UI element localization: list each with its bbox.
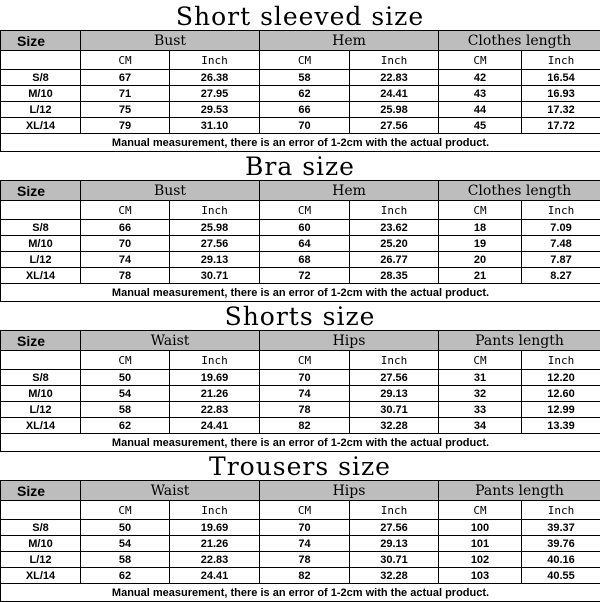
unit-cm-label: CM — [81, 201, 170, 220]
measure-value: 58 — [81, 552, 170, 568]
measure-value: 64 — [260, 236, 350, 252]
unit-cm-label: CM — [81, 51, 170, 70]
size-label: M/10 — [1, 86, 81, 102]
trousers-size-section — [0, 450, 600, 600]
unit-cm-label: CM — [260, 501, 350, 520]
measure-value: 24.41 — [350, 86, 439, 102]
measure-value: 78 — [260, 402, 350, 418]
table-row — [1, 418, 600, 434]
measure-group-header: Hips — [260, 481, 439, 501]
size-label: M/10 — [1, 386, 81, 402]
measure-value: 21.26 — [170, 536, 260, 552]
measure-value: 32.28 — [350, 418, 439, 434]
measure-value: 18 — [439, 220, 522, 236]
measure-value: 50 — [81, 520, 170, 536]
blank-cell — [1, 351, 81, 370]
measure-value: 12.20 — [522, 370, 600, 386]
measure-value: 22.83 — [170, 402, 260, 418]
measure-value: 27.56 — [350, 118, 439, 134]
measure-value: 7.09 — [522, 220, 600, 236]
measure-group-header: Hem — [260, 181, 439, 201]
measure-value: 29.13 — [170, 252, 260, 268]
measure-value: 30.71 — [170, 268, 260, 284]
unit-inch-label: Inch — [170, 51, 260, 70]
measure-value: 29.13 — [350, 386, 439, 402]
measure-value: 27.56 — [170, 236, 260, 252]
unit-inch-label: Inch — [170, 201, 260, 220]
unit-cm-label: CM — [439, 51, 522, 70]
size-label: L/12 — [1, 252, 81, 268]
section-title: Trousers size — [0, 450, 600, 480]
size-label: M/10 — [1, 236, 81, 252]
measure-value: 22.83 — [170, 552, 260, 568]
measure-value: 44 — [439, 102, 522, 118]
measure-group-header: Bust — [81, 181, 260, 201]
measure-value: 82 — [260, 568, 350, 584]
measure-group-header: Pants length — [439, 331, 600, 351]
measure-value: 23.62 — [350, 220, 439, 236]
measure-value: 24.41 — [170, 418, 260, 434]
size-label: XL/14 — [1, 568, 81, 584]
unit-row — [1, 351, 600, 370]
size-label: XL/14 — [1, 118, 81, 134]
measure-value: 75 — [81, 102, 170, 118]
bra-size-section — [0, 150, 600, 300]
measure-value: 74 — [81, 252, 170, 268]
size-column-header: Size — [1, 181, 81, 201]
measurement-note: Manual measurement, there is an error of 1-2cm with the actual product. — [1, 284, 600, 302]
measure-value: 74 — [260, 536, 350, 552]
note-row — [1, 284, 600, 302]
measure-value: 70 — [260, 370, 350, 386]
measure-value: 42 — [439, 70, 522, 86]
measure-group-header: Hem — [260, 31, 439, 51]
measure-value: 33 — [439, 402, 522, 418]
measure-value: 58 — [81, 402, 170, 418]
unit-inch-label: Inch — [522, 351, 600, 370]
measure-value: 67 — [81, 70, 170, 86]
blank-cell — [1, 201, 81, 220]
blank-cell — [1, 501, 81, 520]
measure-value: 54 — [81, 536, 170, 552]
measure-value: 27.56 — [350, 370, 439, 386]
measure-value: 62 — [260, 86, 350, 102]
size-label: S/8 — [1, 520, 81, 536]
note-row — [1, 134, 600, 152]
measure-value: 12.99 — [522, 402, 600, 418]
table-row — [1, 552, 600, 568]
table-row — [1, 118, 600, 134]
measure-value: 25.98 — [350, 102, 439, 118]
measure-value: 19 — [439, 236, 522, 252]
unit-cm-label: CM — [81, 501, 170, 520]
size-label: M/10 — [1, 536, 81, 552]
measure-value: 60 — [260, 220, 350, 236]
section-title: Bra size — [0, 150, 600, 180]
measure-value: 72 — [260, 268, 350, 284]
short-sleeved-size-section — [0, 0, 600, 150]
size-label: L/12 — [1, 102, 81, 118]
unit-cm-label: CM — [260, 51, 350, 70]
measure-value: 19.69 — [170, 520, 260, 536]
measure-value: 21 — [439, 268, 522, 284]
measure-value: 21.26 — [170, 386, 260, 402]
header-row — [1, 31, 600, 51]
table-row — [1, 86, 600, 102]
measure-value: 62 — [81, 568, 170, 584]
section-title: Shorts size — [0, 300, 600, 330]
measure-group-header: Hips — [260, 331, 439, 351]
measure-value: 50 — [81, 370, 170, 386]
unit-inch-label: Inch — [522, 201, 600, 220]
measure-value: 79 — [81, 118, 170, 134]
measure-value: 30.71 — [350, 402, 439, 418]
table-row — [1, 536, 600, 552]
measure-value: 78 — [81, 268, 170, 284]
measure-value: 13.39 — [522, 418, 600, 434]
size-label: S/8 — [1, 370, 81, 386]
table-row — [1, 252, 600, 268]
measure-value: 27.95 — [170, 86, 260, 102]
measure-value: 29.13 — [350, 536, 439, 552]
unit-inch-label: Inch — [350, 501, 439, 520]
measure-value: 19.69 — [170, 370, 260, 386]
size-column-header: Size — [1, 331, 81, 351]
measure-value: 16.93 — [522, 86, 600, 102]
table-row — [1, 236, 600, 252]
table-row — [1, 70, 600, 86]
size-label: L/12 — [1, 552, 81, 568]
measure-value: 31 — [439, 370, 522, 386]
measure-value: 34 — [439, 418, 522, 434]
measure-value: 103 — [439, 568, 522, 584]
measure-value: 40.16 — [522, 552, 600, 568]
unit-inch-label: Inch — [350, 51, 439, 70]
measure-value: 71 — [81, 86, 170, 102]
measure-group-header: Waist — [81, 331, 260, 351]
measure-value: 26.77 — [350, 252, 439, 268]
unit-inch-label: Inch — [170, 501, 260, 520]
table-row — [1, 568, 600, 584]
unit-inch-label: Inch — [170, 351, 260, 370]
size-table — [0, 480, 600, 602]
shorts-size-section — [0, 300, 600, 450]
blank-cell — [1, 51, 81, 70]
measure-group-header: Pants length — [439, 481, 600, 501]
unit-cm-label: CM — [439, 201, 522, 220]
table-row — [1, 386, 600, 402]
size-label: L/12 — [1, 402, 81, 418]
unit-cm-label: CM — [81, 351, 170, 370]
measure-value: 74 — [260, 386, 350, 402]
measure-value: 28.35 — [350, 268, 439, 284]
size-column-header: Size — [1, 31, 81, 51]
measure-value: 32.28 — [350, 568, 439, 584]
measure-value: 62 — [81, 418, 170, 434]
measure-value: 70 — [260, 118, 350, 134]
measure-value: 25.20 — [350, 236, 439, 252]
measurement-note: Manual measurement, there is an error of 1-2cm with the actual product. — [1, 584, 600, 602]
measure-value: 29.53 — [170, 102, 260, 118]
measure-value: 39.76 — [522, 536, 600, 552]
measure-value: 32 — [439, 386, 522, 402]
measure-value: 68 — [260, 252, 350, 268]
unit-inch-label: Inch — [350, 351, 439, 370]
measure-value: 66 — [260, 102, 350, 118]
unit-inch-label: Inch — [522, 501, 600, 520]
unit-cm-label: CM — [439, 351, 522, 370]
header-row — [1, 331, 600, 351]
unit-row — [1, 201, 600, 220]
size-table — [0, 330, 600, 452]
size-label: S/8 — [1, 70, 81, 86]
measure-value: 22.83 — [350, 70, 439, 86]
size-label: XL/14 — [1, 418, 81, 434]
measure-value: 27.56 — [350, 520, 439, 536]
measure-value: 102 — [439, 552, 522, 568]
table-row — [1, 402, 600, 418]
unit-row — [1, 501, 600, 520]
unit-row — [1, 51, 600, 70]
measure-value: 43 — [439, 86, 522, 102]
unit-cm-label: CM — [260, 201, 350, 220]
measure-value: 39.37 — [522, 520, 600, 536]
table-row — [1, 268, 600, 284]
measure-value: 20 — [439, 252, 522, 268]
size-table — [0, 180, 600, 302]
unit-cm-label: CM — [439, 501, 522, 520]
measure-value: 30.71 — [350, 552, 439, 568]
measurement-note: Manual measurement, there is an error of 1-2cm with the actual product. — [1, 134, 600, 152]
size-column-header: Size — [1, 481, 81, 501]
table-row — [1, 220, 600, 236]
measure-value: 70 — [81, 236, 170, 252]
measure-value: 54 — [81, 386, 170, 402]
measure-value: 40.55 — [522, 568, 600, 584]
measurement-note: Manual measurement, there is an error of 1-2cm with the actual product. — [1, 434, 600, 452]
unit-inch-label: Inch — [522, 51, 600, 70]
measure-value: 82 — [260, 418, 350, 434]
table-row — [1, 102, 600, 118]
measure-value: 100 — [439, 520, 522, 536]
measure-value: 66 — [81, 220, 170, 236]
measure-value: 78 — [260, 552, 350, 568]
unit-cm-label: CM — [260, 351, 350, 370]
measure-value: 25.98 — [170, 220, 260, 236]
measure-value: 17.72 — [522, 118, 600, 134]
size-table — [0, 30, 600, 152]
note-row — [1, 434, 600, 452]
table-row — [1, 370, 600, 386]
measure-group-header: Clothes length — [439, 31, 600, 51]
measure-value: 58 — [260, 70, 350, 86]
size-label: XL/14 — [1, 268, 81, 284]
measure-value: 7.87 — [522, 252, 600, 268]
measure-value: 17.32 — [522, 102, 600, 118]
unit-inch-label: Inch — [350, 201, 439, 220]
size-label: S/8 — [1, 220, 81, 236]
header-row — [1, 181, 600, 201]
measure-value: 12.60 — [522, 386, 600, 402]
measure-group-header: Clothes length — [439, 181, 600, 201]
measure-value: 70 — [260, 520, 350, 536]
measure-value: 101 — [439, 536, 522, 552]
measure-value: 31.10 — [170, 118, 260, 134]
measure-value: 16.54 — [522, 70, 600, 86]
header-row — [1, 481, 600, 501]
table-row — [1, 520, 600, 536]
measure-value: 26.38 — [170, 70, 260, 86]
measure-group-header: Waist — [81, 481, 260, 501]
note-row — [1, 584, 600, 602]
measure-value: 8.27 — [522, 268, 600, 284]
measure-value: 7.48 — [522, 236, 600, 252]
section-title: Short sleeved size — [0, 0, 600, 30]
measure-value: 24.41 — [170, 568, 260, 584]
measure-group-header: Bust — [81, 31, 260, 51]
measure-value: 45 — [439, 118, 522, 134]
